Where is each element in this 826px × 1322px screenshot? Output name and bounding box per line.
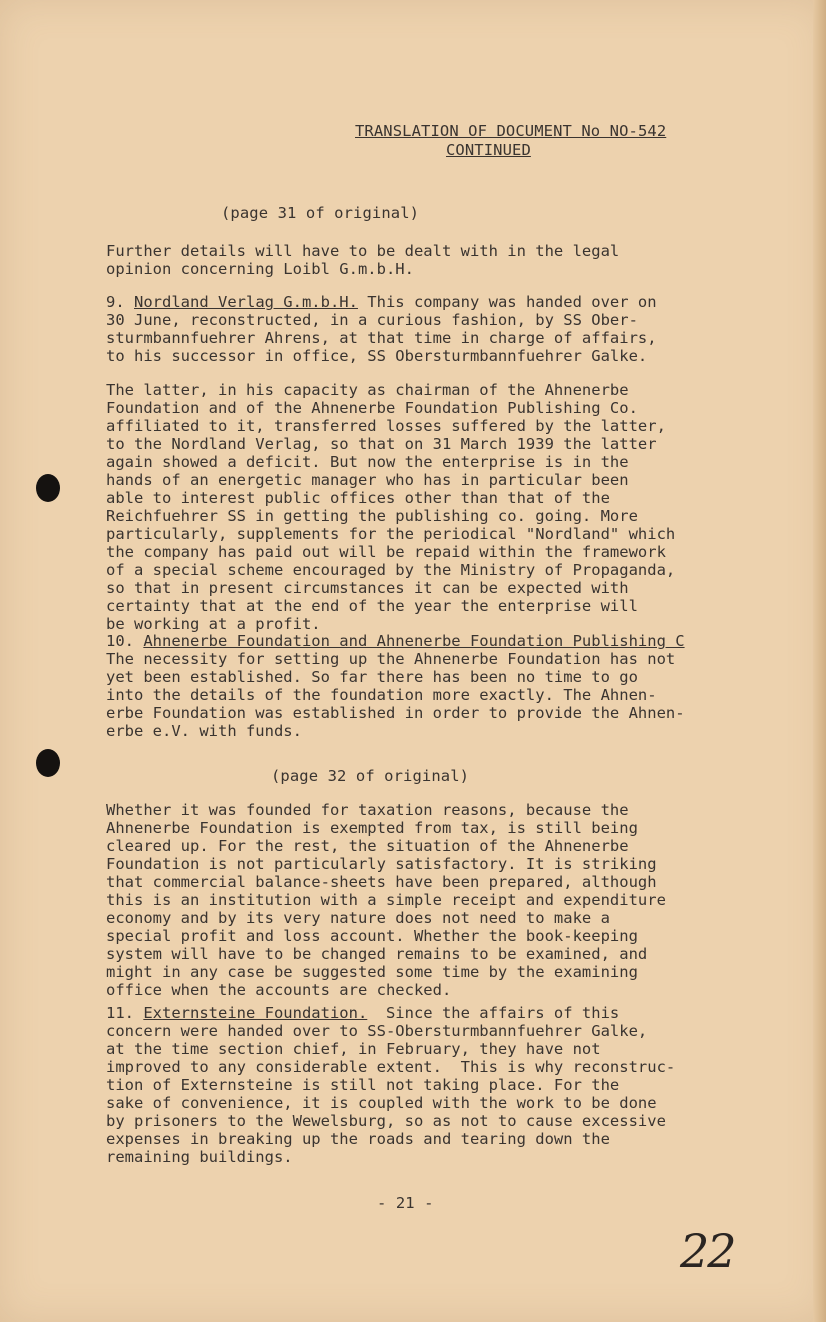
- text-line: the company has paid out will be repaid within the framework: [106, 543, 666, 561]
- text-line: particularly, supplements for the periodical "Nordland" which: [106, 525, 676, 543]
- text-line: Further details will have to be dealt with in the legal: [106, 242, 620, 260]
- text-line: opinion concerning Loibl G.m.b.H.: [106, 260, 414, 278]
- text-line: Whether it was founded for taxation reasons, because the: [106, 801, 629, 819]
- text-line: concern were handed over to SS-Obersturmbannfuehrer Galke,: [106, 1022, 648, 1040]
- text-line: system will have to be changed remains to be examined, and: [106, 945, 648, 963]
- text-line: erbe Foundation was established in order to provide the Ahnen-: [106, 704, 685, 722]
- text-line: economy and by its very nature does not need to make a: [106, 909, 610, 927]
- paragraph-foundation: [106, 632, 746, 740]
- text-line: office when the accounts are checked.: [106, 981, 452, 999]
- text-line: improved to any considerable extent. This is why reconstruc-: [106, 1058, 676, 1076]
- text-line: expenses in breaking up the roads and tearing down the: [106, 1130, 610, 1148]
- text-line: so that in present circumstances it can be expected with: [106, 579, 629, 597]
- text-line: Foundation and of the Ahnenerbe Foundation Publishing Co.: [106, 399, 638, 417]
- text-line: 30 June, reconstructed, in a curious fashion, by SS Ober-: [106, 311, 638, 329]
- text-line: special profit and loss account. Whether the book-keeping: [106, 927, 638, 945]
- text-line: Reichfuehrer SS in getting the publishing co. going. More: [106, 507, 638, 525]
- text-line: into the details of the foundation more exactly. The Ahnen-: [106, 686, 657, 704]
- section-heading: Nordland Verlag G.m.b.H.: [134, 293, 358, 311]
- section-number: 9.: [106, 293, 134, 311]
- handwritten-page-number: 22: [680, 1224, 735, 1278]
- text-line: affiliated to it, transferred losses suffered by the latter,: [106, 417, 666, 435]
- text-line: The necessity for setting up the Ahnenerbe Foundation has not: [106, 650, 676, 668]
- paragraph-externsteine: [106, 1004, 746, 1166]
- document-continued: CONTINUED: [446, 141, 531, 159]
- text-fragment: This company was handed over on: [357, 293, 657, 311]
- text-line: remaining buildings.: [106, 1148, 293, 1166]
- section-heading: Ahnenerbe Foundation and Ahnenerbe Foundation Publishing C: [143, 632, 685, 650]
- paragraph-taxation: [106, 801, 746, 999]
- paragraph-ahnenerbe-chairman: [106, 381, 746, 633]
- text-line: [106, 632, 746, 650]
- text-line: by prisoners to the Wewelsburg, so as not to cause excessive: [106, 1112, 666, 1130]
- page-number: - 21 -: [377, 1194, 434, 1212]
- text-line: hands of an energetic manager who has in particular been: [106, 471, 629, 489]
- text-line: yet been established. So far there has been no time to go: [106, 668, 638, 686]
- page-reference: (page 32 of original): [271, 767, 470, 785]
- section-heading: Externsteine Foundation.: [143, 1004, 368, 1022]
- text-fragment: Since the affairs of this: [367, 1004, 620, 1022]
- text-line: sturmbannfuehrer Ahrens, at that time in charge of affairs,: [106, 329, 657, 347]
- text-line: to his successor in office, SS Obersturmbannfuehrer Galke.: [106, 347, 648, 365]
- section-number: 10.: [106, 632, 144, 650]
- text-line: tion of Externsteine is still not taking place. For the: [106, 1076, 620, 1094]
- paragraph-loibl: [106, 242, 746, 278]
- text-line: at the time section chief, in February, they have not: [106, 1040, 601, 1058]
- text-line: cleared up. For the rest, the situation of the Ahnenerbe: [106, 837, 629, 855]
- text-line: Foundation is not particularly satisfactory. It is striking: [106, 855, 657, 873]
- text-line: sake of convenience, it is coupled with the work to be done: [106, 1094, 657, 1112]
- text-line: Ahnenerbe Foundation is exempted from tax, is still being: [106, 819, 638, 837]
- text-line: certainty that at the end of the year the enterprise will: [106, 597, 638, 615]
- text-line: of a special scheme encouraged by the Ministry of Propaganda,: [106, 561, 676, 579]
- text-line: again showed a deficit. But now the enterprise is in the: [106, 453, 629, 471]
- document-title: TRANSLATION OF DOCUMENT No NO-542: [355, 122, 667, 140]
- text-line: this is an institution with a simple receipt and expenditure: [106, 891, 666, 909]
- paragraph-nordland: [106, 293, 746, 365]
- text-line: able to interest public offices other than that of the: [106, 489, 610, 507]
- text-line: that commercial balance-sheets have been prepared, although: [106, 873, 657, 891]
- text-line: erbe e.V. with funds.: [106, 722, 302, 740]
- text-line: might in any case be suggested some time by the examining: [106, 963, 638, 981]
- text-line: to the Nordland Verlag, so that on 31 March 1939 the latter: [106, 435, 657, 453]
- text-line: The latter, in his capacity as chairman of the Ahnenerbe: [106, 381, 629, 399]
- punch-hole: [36, 474, 60, 502]
- text-line: be working at a profit.: [106, 615, 321, 633]
- page-edge: [813, 0, 826, 1322]
- punch-hole: [36, 749, 60, 777]
- text-line: [106, 293, 746, 311]
- text-line: [106, 1004, 746, 1022]
- page-reference: (page 31 of original): [221, 204, 420, 222]
- section-number: 11.: [106, 1004, 144, 1022]
